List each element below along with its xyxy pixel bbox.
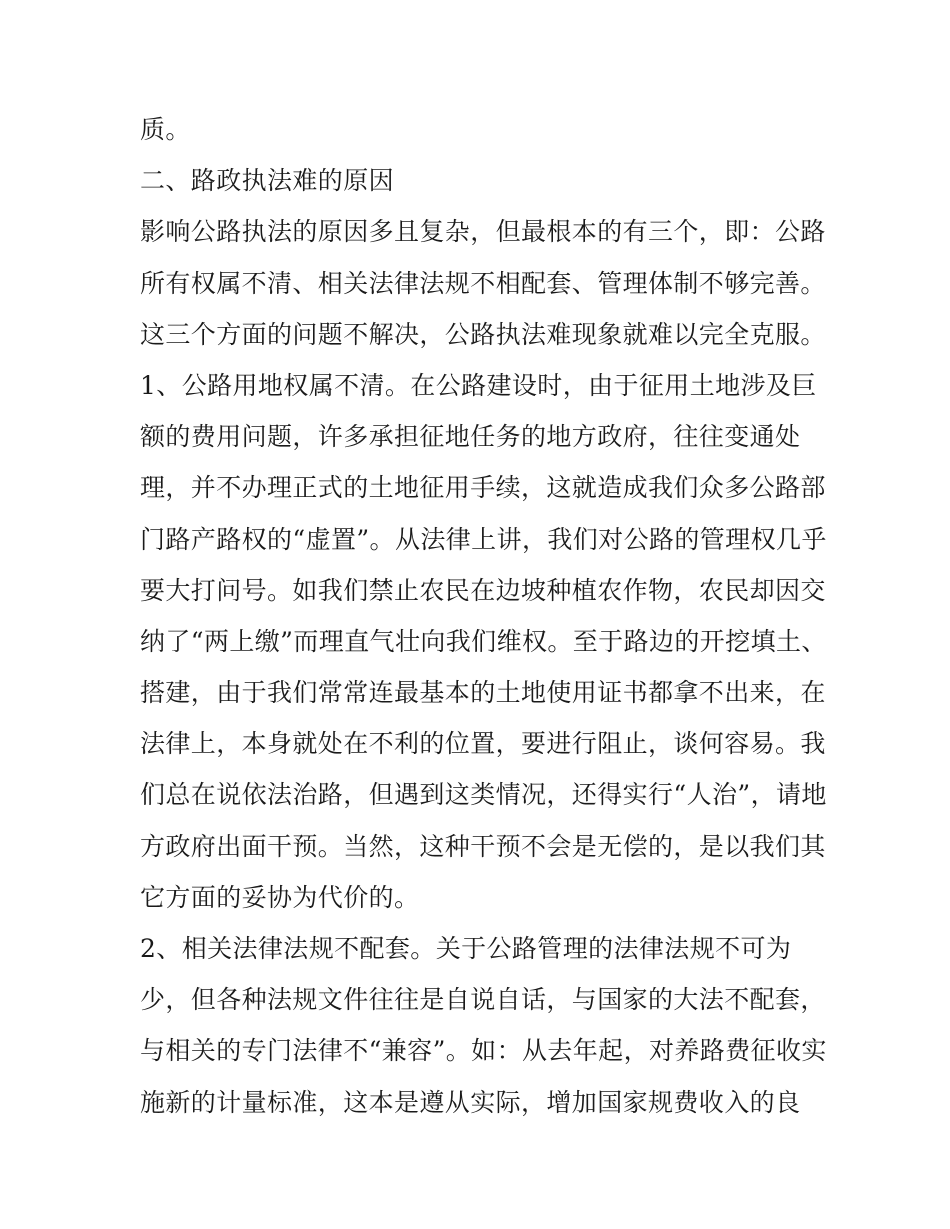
text-line: 额的费用问题，许多承担征地任务的地方政府，往往变通处 <box>140 422 801 452</box>
text-line: 它方面的妥协为代价的。 <box>140 882 420 912</box>
section-heading: 二、路政执法难的原因 <box>140 166 395 196</box>
text-line: 法律上，本身就处在不利的位置，要进行阻止，谈何容易。我 <box>140 729 826 759</box>
text-line: 要大打问号。如我们禁止农民在边坡种植农作物，农民却因交 <box>140 575 826 605</box>
text-line: 搭建，由于我们常常连最基本的土地使用证书都拿不出来，在 <box>140 678 826 708</box>
text-line: 门路产路权的“虚置”。从法律上讲，我们对公路的管理权几乎 <box>140 524 827 554</box>
text-line: 1、公路用地权属不清。在公路建设时，由于征用土地涉及巨 <box>140 370 817 400</box>
text-line: 2、相关法律法规不配套。关于公路管理的法律法规不可为 <box>140 934 792 963</box>
text-line: 施新的计量标准，这本是遵从实际，增加国家规费收入的良 <box>140 1087 801 1117</box>
text-line: 质。 <box>140 115 191 144</box>
text-line: 影响公路执法的原因多且复杂，但最根本的有三个，即：公路 <box>140 217 826 247</box>
text-line: 所有权属不清、相关法律法规不相配套、管理体制不够完善。 <box>140 268 826 298</box>
text-line: 少，但各种法规文件往往是自说自话，与国家的大法不配套， <box>140 985 826 1015</box>
body-text <box>140 104 827 1128</box>
text-line: 理，并不办理正式的土地征用手续，这就造成我们众多公路部 <box>140 473 826 503</box>
text-line: 与相关的专门法律不“兼容”。如：从去年起，对养路费征收实 <box>140 1036 827 1066</box>
text-line: 纳了“两上缴”而理直气壮向我们维权。至于路边的开挖填土、 <box>140 626 827 656</box>
text-line: 这三个方面的问题不解决，公路执法难现象就难以完全克服。 <box>140 319 826 349</box>
text-line: 们总在说依法治路，但遇到这类情况，还得实行“人治”，请地 <box>140 780 827 810</box>
text-line: 方政府出面干预。当然，这种干预不会是无偿的，是以我们其 <box>140 831 826 861</box>
